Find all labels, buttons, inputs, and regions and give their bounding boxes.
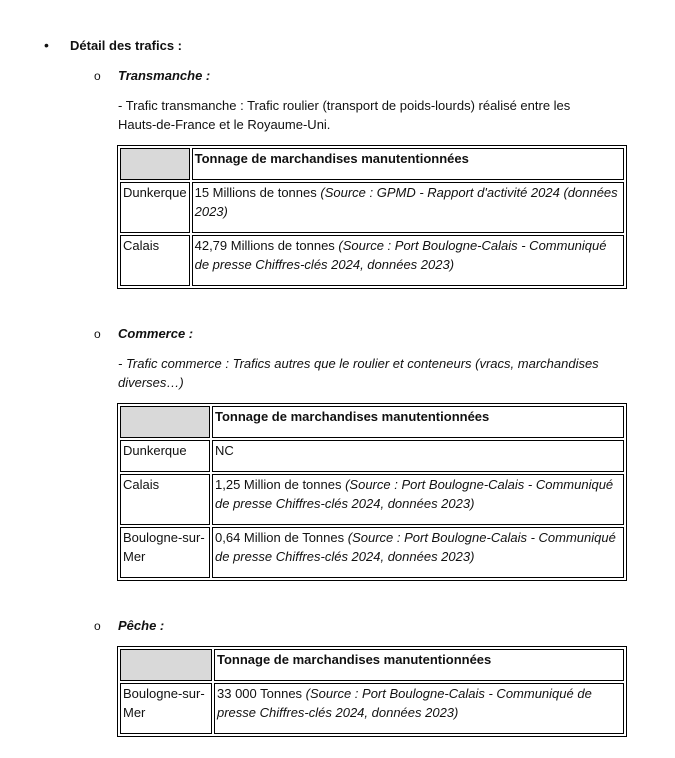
table-corner-cell bbox=[120, 148, 190, 180]
commerce-description-line2: diverses…) bbox=[118, 375, 184, 390]
row-label: Dunkerque bbox=[120, 440, 210, 472]
row-source: (Source : Port Boulogne-Calais - Communiqué de presse Chiffres-clés 2024, données 2023) bbox=[217, 686, 592, 720]
row-source: (Source : Port Boulogne-Calais - Communiqué de presse Chiffres-clés 2024, données 2023) bbox=[215, 477, 614, 511]
sub-bullet-commerce: o bbox=[94, 327, 101, 341]
peche-table bbox=[117, 646, 627, 737]
section-heading-detail-trafics: Détail des trafics : bbox=[70, 38, 182, 53]
sub-bullet-transmanche: o bbox=[94, 69, 101, 83]
table-header: Tonnage de marchandises manutentionnées bbox=[212, 406, 624, 438]
row-value: 42,79 Millions de tonnes bbox=[194, 238, 339, 253]
row-value: 15 Millions de tonnes bbox=[194, 185, 321, 200]
row-label: Calais bbox=[120, 474, 210, 525]
table-corner-cell bbox=[120, 649, 212, 681]
subsection-title-commerce: Commerce : bbox=[118, 326, 194, 341]
table-row bbox=[120, 235, 624, 286]
row-label: Dunkerque bbox=[120, 182, 190, 233]
commerce-description-line1: - Trafic commerce : Trafics autres que le roulier et conteneurs (vracs, marchandises bbox=[118, 356, 599, 371]
table-row bbox=[120, 683, 624, 734]
transmanche-description-line1: - Trafic transmanche : Trafic roulier (transport de poids-lourds) réalisé entre les bbox=[118, 98, 571, 113]
transmanche-description-line2: Hauts-de-France et le Royaume-Uni. bbox=[118, 117, 331, 132]
row-value-cell bbox=[192, 235, 624, 286]
table-corner-cell bbox=[120, 406, 210, 438]
commerce-table bbox=[117, 403, 627, 581]
row-value: 1,25 Million de tonnes bbox=[215, 477, 346, 492]
row-value-cell bbox=[212, 440, 624, 472]
table-header: Tonnage de marchandises manutentionnées bbox=[214, 649, 624, 681]
transmanche-description bbox=[118, 96, 623, 134]
row-label: Boulogne-sur-Mer bbox=[120, 683, 212, 734]
table-row bbox=[120, 474, 624, 525]
row-label: Calais bbox=[120, 235, 190, 286]
row-value: 0,64 Million de Tonnes bbox=[215, 530, 348, 545]
row-source: (Source : Port Boulogne-Calais - Communiqué de presse Chiffres-clés 2024, données 2023) bbox=[215, 530, 616, 564]
sub-bullet-peche: o bbox=[94, 619, 101, 633]
table-header: Tonnage de marchandises manutentionnées bbox=[192, 148, 624, 180]
main-bullet: • bbox=[44, 37, 49, 53]
subsection-title-peche: Pêche : bbox=[118, 618, 165, 633]
commerce-description bbox=[118, 354, 623, 392]
row-value-cell bbox=[212, 474, 624, 525]
transmanche-table bbox=[117, 145, 627, 289]
row-value: 33 000 Tonnes bbox=[217, 686, 306, 701]
row-label: Boulogne-sur-Mer bbox=[120, 527, 210, 578]
row-source: (Source : GPMD - Rapport d'activité 2024 (données 2023) bbox=[194, 185, 618, 219]
table-row bbox=[120, 182, 624, 233]
row-value-cell bbox=[212, 527, 624, 578]
subsection-title-transmanche: Transmanche : bbox=[118, 68, 211, 83]
row-value: NC bbox=[215, 443, 234, 458]
table-row bbox=[120, 440, 624, 472]
row-value-cell bbox=[214, 683, 624, 734]
row-value-cell bbox=[192, 182, 624, 233]
table-row bbox=[120, 527, 624, 578]
row-source: (Source : Port Boulogne-Calais - Communiqué de presse Chiffres-clés 2024, données 2023) bbox=[194, 238, 607, 272]
